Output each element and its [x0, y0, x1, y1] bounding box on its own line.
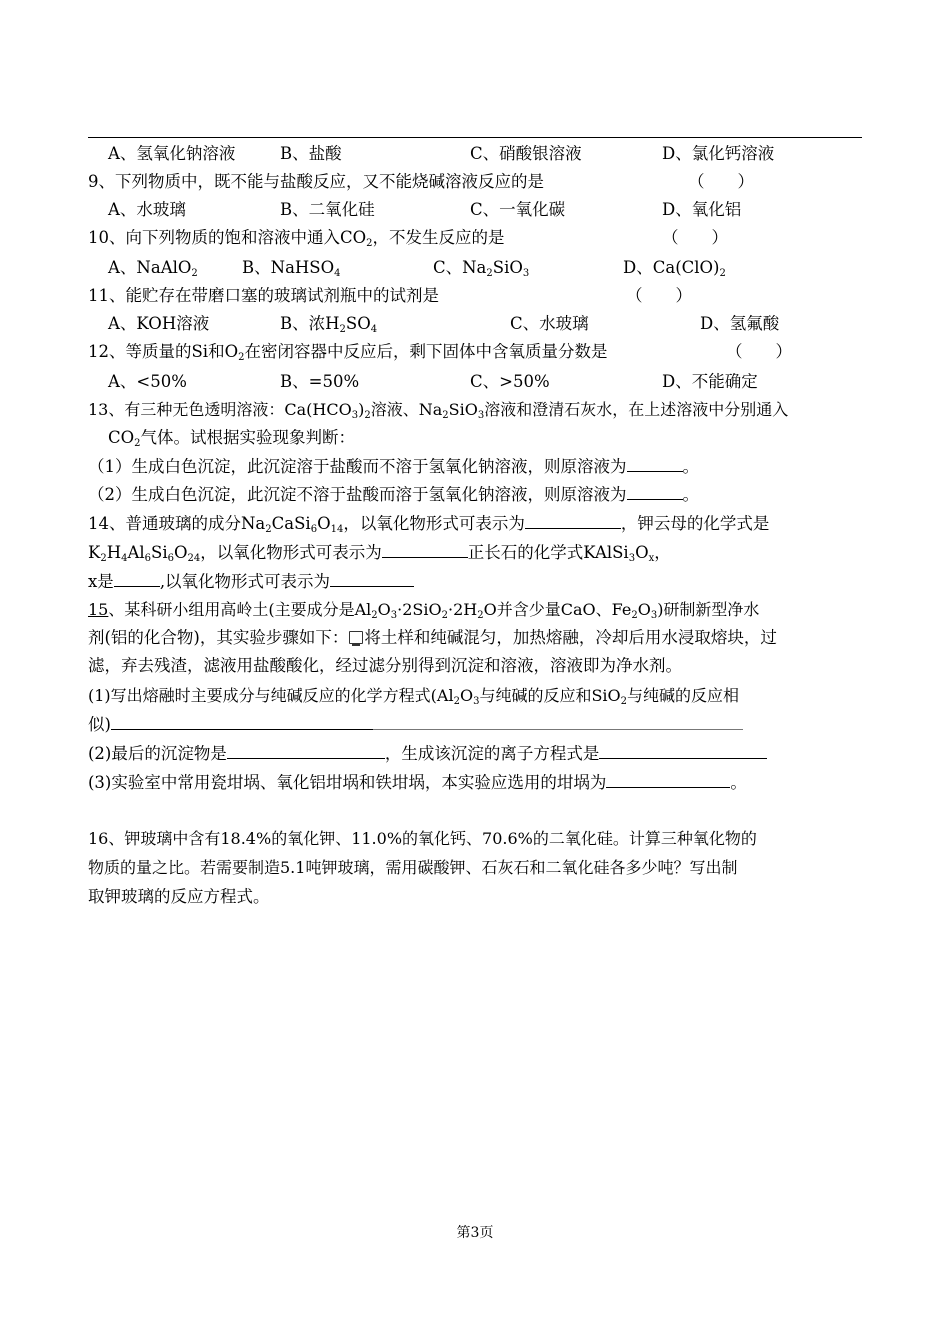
- q13-part1-blank[interactable]: [627, 455, 683, 472]
- q15-equation-blank-1[interactable]: [111, 713, 373, 730]
- q15-ionic-equation-blank[interactable]: [599, 742, 767, 759]
- q9-option-b: B、二氧化硅: [280, 200, 375, 219]
- q15-part1-line2: 似): [88, 713, 743, 736]
- q16-line2: 物质的量之比。若需要制造5.1吨钾玻璃，需用碳酸钾、石灰石和二氧化硅各多少吨？写出制: [88, 858, 738, 877]
- q13-part1: （1）生成白色沉淀，此沉淀溶于盐酸而不溶于氢氧化钠溶液，则原溶液为 。: [88, 457, 699, 476]
- q9-paren: （ ）: [688, 172, 754, 191]
- q9-option-c: C、一氧化碳: [470, 200, 566, 219]
- q14-line1: 14、普通玻璃的成分$Na_2CaSi_6O_{14}$，以氧化物形式可表示为 ，钾云母的化学式是: [88, 514, 770, 535]
- q15-precipitate-blank[interactable]: [227, 742, 385, 759]
- q9-stem: 9、下列物质中，既不能与盐酸反应，又不能烧碱溶液反应的是: [88, 172, 544, 191]
- q12-stem: 12、等质量的Si和$O_2$在密闭容器中反应后，剩下固体中含氧质量分数是: [88, 342, 608, 363]
- q15-part3: (3)实验室中常用瓷坩埚、氧化铝坩埚和铁坩埚，本实验应选用的坩埚为 。: [88, 773, 747, 792]
- q15-equation-blank-2[interactable]: [373, 713, 743, 730]
- q13-stem-line2: $CO_2$气体。试根据实验现象判断：: [108, 428, 356, 449]
- q12-paren: （ ）: [726, 342, 792, 361]
- q12-option-c: C、>50%: [470, 372, 550, 391]
- q14-line3: x是 ,以氧化物形式可表示为: [88, 570, 414, 593]
- q10-option-c: C、$Na_2SiO_3$: [433, 258, 530, 279]
- q14-oxide-form-blank[interactable]: [525, 512, 621, 529]
- q15-part2: (2)最后的沉淀物是 ，生成该沉淀的离子方程式是: [88, 742, 767, 765]
- q15-line1: 15、某科研小组用高岭土(主要成分是$Al_2O_3\cdot 2SiO_2\cdot 2H_2O$并含少量CaO、$Fe_2O_3$)研制新型净水: [88, 600, 760, 621]
- q15-part1: (1)写出熔融时主要成分与纯碱反应的化学方程式($Al_2O_3$与纯碱的反应和SiO$_2$与纯碱的反应相: [88, 686, 740, 707]
- q15-line3: 滤，弃去残渣，滤液用盐酸酸化，经过滤分别得到沉淀和溶液，溶液即为净水剂。: [88, 656, 682, 675]
- q11-paren: （ ）: [626, 286, 692, 305]
- q13-part2-blank[interactable]: [627, 483, 683, 500]
- q10-option-a: A、NaAlO$_2$: [108, 258, 198, 279]
- top-rule: [88, 137, 862, 138]
- q11-option-a: A、KOH溶液: [108, 314, 210, 333]
- q15-line2: 剂(铝的化合物)，其实验步骤如下： 将土样和纯碱混匀，加热熔融，冷却后用水浸取熔块，过: [88, 628, 777, 647]
- q16-line3: 取钾玻璃的反应方程式。: [88, 887, 270, 906]
- q13-part2: （2）生成白色沉淀，此沉淀不溶于盐酸而溶于氢氧化钠溶液，则原溶液为 。: [88, 485, 699, 504]
- page-number: 第3页: [456, 1225, 494, 1241]
- q9-option-a: A、水玻璃: [108, 200, 186, 219]
- q14-feldspar-oxide-blank[interactable]: [330, 570, 414, 587]
- q12-option-b: B、=50%: [280, 372, 360, 391]
- q8-option-b: B、盐酸: [280, 144, 342, 163]
- q13-stem-line1: 13、有三种无色透明溶液：$Ca(HCO_3)_2$溶液、$Na_2SiO_3$溶液和澄清石灰水，在上述溶液中分别通入: [88, 400, 789, 421]
- q11-stem: 11、能贮存在带磨口塞的玻璃试剂瓶中的试剂是: [88, 286, 439, 305]
- q11-option-c: C、水玻璃: [510, 314, 589, 333]
- q10-stem: 10、向下列物质的饱和溶液中通入$CO_2$，不发生反应的是: [88, 228, 505, 249]
- q10-option-b: B、NaHSO$_4$: [242, 258, 341, 279]
- q12-option-d: D、不能确定: [662, 372, 758, 391]
- q16-line1: 16、钾玻璃中含有18.4%的氧化钾、11.0%的氧化钙、70.6%的二氧化硅。计算三种氧化物的: [88, 829, 757, 848]
- computer-icon: [349, 631, 363, 644]
- q8-option-a: A、氢氧化钠溶液: [108, 144, 236, 163]
- q8-option-c: C、硝酸银溶液: [470, 144, 582, 163]
- q10-paren: （ ）: [662, 228, 728, 247]
- q10-option-d: D、$Ca(ClO)_2$: [623, 258, 726, 279]
- q8-option-d: D、氯化钙溶液: [662, 144, 775, 163]
- q11-option-b: B、浓$H_2SO_4$: [280, 314, 378, 335]
- q9-option-d: D、氧化铝: [662, 200, 742, 219]
- q14-mica-oxide-blank[interactable]: [382, 541, 468, 558]
- q14-line2: $K_2H_4Al_6Si_6O_{24}$，以氧化物形式可表示为 正长石的化学式$KAlSi_3O_x$，: [88, 543, 671, 564]
- q12-option-a: A、<50%: [108, 372, 187, 391]
- q15-crucible-blank[interactable]: [606, 771, 730, 788]
- q14-x-blank[interactable]: [114, 570, 160, 587]
- q11-option-d: D、氢氟酸: [700, 314, 780, 333]
